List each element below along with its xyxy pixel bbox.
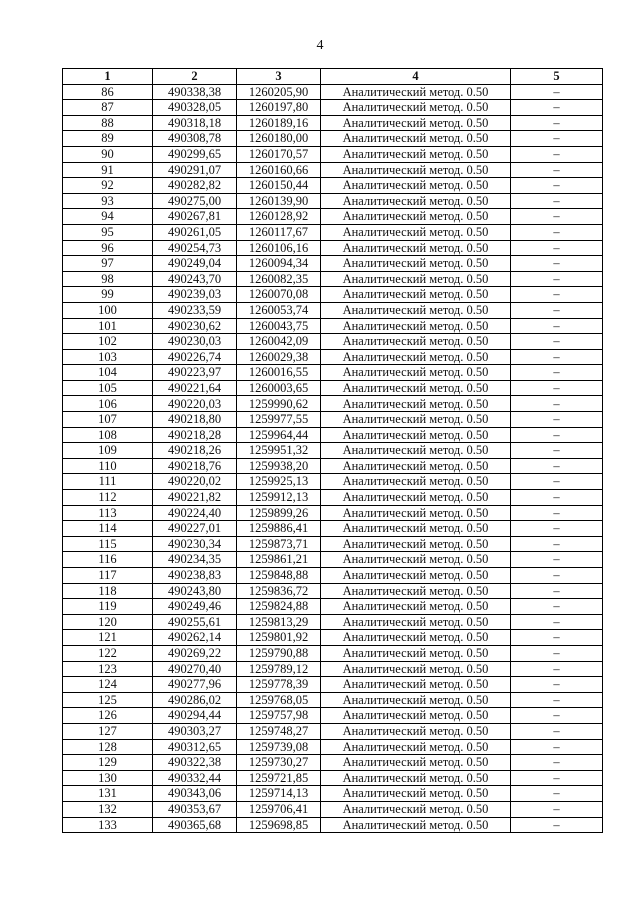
- method-cell: Аналитический метод. 0.50: [321, 739, 511, 755]
- point-number-cell: 126: [63, 708, 153, 724]
- description-cell: –: [511, 692, 603, 708]
- table-row: [63, 630, 603, 646]
- x-coordinate-cell: 490262,14: [153, 630, 237, 646]
- y-coordinate-cell: 1259861,21: [237, 552, 321, 568]
- y-coordinate-cell: 1260082,35: [237, 271, 321, 287]
- table-row: [63, 193, 603, 209]
- description-cell: –: [511, 505, 603, 521]
- table-row: [63, 677, 603, 693]
- description-cell: –: [511, 256, 603, 272]
- x-coordinate-cell: 490221,82: [153, 490, 237, 506]
- description-cell: –: [511, 474, 603, 490]
- point-number-cell: 109: [63, 443, 153, 459]
- y-coordinate-cell: 1260053,74: [237, 302, 321, 318]
- y-coordinate-cell: 1260094,34: [237, 256, 321, 272]
- method-cell: Аналитический метод. 0.50: [321, 614, 511, 630]
- description-cell: –: [511, 193, 603, 209]
- x-coordinate-cell: 490294,44: [153, 708, 237, 724]
- method-cell: Аналитический метод. 0.50: [321, 287, 511, 303]
- method-cell: Аналитический метод. 0.50: [321, 474, 511, 490]
- y-coordinate-cell: 1259886,41: [237, 521, 321, 537]
- y-coordinate-cell: 1260016,55: [237, 365, 321, 381]
- x-coordinate-cell: 490282,82: [153, 178, 237, 194]
- x-coordinate-cell: 490277,96: [153, 677, 237, 693]
- y-coordinate-cell: 1259801,92: [237, 630, 321, 646]
- x-coordinate-cell: 490218,26: [153, 443, 237, 459]
- y-coordinate-cell: 1260189,16: [237, 115, 321, 131]
- point-number-cell: 131: [63, 786, 153, 802]
- description-cell: –: [511, 380, 603, 396]
- x-coordinate-cell: 490233,59: [153, 302, 237, 318]
- method-cell: Аналитический метод. 0.50: [321, 84, 511, 100]
- method-cell: Аналитический метод. 0.50: [321, 692, 511, 708]
- point-number-cell: 118: [63, 583, 153, 599]
- x-coordinate-cell: 490299,65: [153, 146, 237, 162]
- description-cell: –: [511, 131, 603, 147]
- method-cell: Аналитический метод. 0.50: [321, 178, 511, 194]
- point-number-cell: 94: [63, 209, 153, 225]
- method-cell: Аналитический метод. 0.50: [321, 396, 511, 412]
- method-cell: Аналитический метод. 0.50: [321, 552, 511, 568]
- method-cell: Аналитический метод. 0.50: [321, 661, 511, 677]
- y-coordinate-cell: 1260106,16: [237, 240, 321, 256]
- table-row: [63, 162, 603, 178]
- point-number-cell: 104: [63, 365, 153, 381]
- table-row: [63, 396, 603, 412]
- table-row: [63, 474, 603, 490]
- description-cell: –: [511, 536, 603, 552]
- description-cell: –: [511, 708, 603, 724]
- description-cell: –: [511, 302, 603, 318]
- description-cell: –: [511, 412, 603, 428]
- y-coordinate-cell: 1260042,09: [237, 334, 321, 350]
- x-coordinate-cell: 490343,06: [153, 786, 237, 802]
- point-number-cell: 102: [63, 334, 153, 350]
- point-number-cell: 96: [63, 240, 153, 256]
- table-row: [63, 770, 603, 786]
- point-number-cell: 87: [63, 100, 153, 116]
- method-cell: Аналитический метод. 0.50: [321, 630, 511, 646]
- point-number-cell: 105: [63, 380, 153, 396]
- method-cell: Аналитический метод. 0.50: [321, 645, 511, 661]
- x-coordinate-cell: 490223,97: [153, 365, 237, 381]
- method-cell: Аналитический метод. 0.50: [321, 536, 511, 552]
- header-cell: 4: [321, 69, 511, 85]
- description-cell: –: [511, 240, 603, 256]
- table-row: [63, 256, 603, 272]
- point-number-cell: 99: [63, 287, 153, 303]
- method-cell: Аналитический метод. 0.50: [321, 755, 511, 771]
- table-row: [63, 427, 603, 443]
- x-coordinate-cell: 490261,05: [153, 224, 237, 240]
- y-coordinate-cell: 1260160,66: [237, 162, 321, 178]
- point-number-cell: 108: [63, 427, 153, 443]
- y-coordinate-cell: 1259730,27: [237, 755, 321, 771]
- method-cell: Аналитический метод. 0.50: [321, 801, 511, 817]
- method-cell: Аналитический метод. 0.50: [321, 677, 511, 693]
- y-coordinate-cell: 1259938,20: [237, 458, 321, 474]
- x-coordinate-cell: 490328,05: [153, 100, 237, 116]
- point-number-cell: 116: [63, 552, 153, 568]
- method-cell: Аналитический метод. 0.50: [321, 458, 511, 474]
- description-cell: –: [511, 334, 603, 350]
- point-number-cell: 125: [63, 692, 153, 708]
- method-cell: Аналитический метод. 0.50: [321, 817, 511, 833]
- header-cell: 2: [153, 69, 237, 85]
- description-cell: –: [511, 583, 603, 599]
- table-row: [63, 224, 603, 240]
- method-cell: Аналитический метод. 0.50: [321, 271, 511, 287]
- table-row: [63, 178, 603, 194]
- table-row: [63, 115, 603, 131]
- table-row: [63, 692, 603, 708]
- x-coordinate-cell: 490243,70: [153, 271, 237, 287]
- table-row: [63, 100, 603, 116]
- table-row: [63, 599, 603, 615]
- table-row: [63, 302, 603, 318]
- x-coordinate-cell: 490270,40: [153, 661, 237, 677]
- x-coordinate-cell: 490238,83: [153, 568, 237, 584]
- description-cell: –: [511, 568, 603, 584]
- method-cell: Аналитический метод. 0.50: [321, 770, 511, 786]
- table-row: [63, 458, 603, 474]
- point-number-cell: 106: [63, 396, 153, 412]
- method-cell: Аналитический метод. 0.50: [321, 412, 511, 428]
- y-coordinate-cell: 1259748,27: [237, 723, 321, 739]
- point-number-cell: 114: [63, 521, 153, 537]
- description-cell: –: [511, 755, 603, 771]
- y-coordinate-cell: 1259912,13: [237, 490, 321, 506]
- description-cell: –: [511, 770, 603, 786]
- x-coordinate-cell: 490322,38: [153, 755, 237, 771]
- point-number-cell: 127: [63, 723, 153, 739]
- x-coordinate-cell: 490226,74: [153, 349, 237, 365]
- header-cell: 5: [511, 69, 603, 85]
- method-cell: Аналитический метод. 0.50: [321, 599, 511, 615]
- point-number-cell: 133: [63, 817, 153, 833]
- description-cell: –: [511, 146, 603, 162]
- table-row: [63, 801, 603, 817]
- table-row: [63, 583, 603, 599]
- y-coordinate-cell: 1260128,92: [237, 209, 321, 225]
- y-coordinate-cell: 1260003,65: [237, 380, 321, 396]
- point-number-cell: 97: [63, 256, 153, 272]
- point-number-cell: 93: [63, 193, 153, 209]
- point-number-cell: 90: [63, 146, 153, 162]
- point-number-cell: 98: [63, 271, 153, 287]
- method-cell: Аналитический метод. 0.50: [321, 100, 511, 116]
- method-cell: Аналитический метод. 0.50: [321, 318, 511, 334]
- point-number-cell: 89: [63, 131, 153, 147]
- description-cell: –: [511, 396, 603, 412]
- y-coordinate-cell: 1259824,88: [237, 599, 321, 615]
- description-cell: –: [511, 521, 603, 537]
- description-cell: –: [511, 427, 603, 443]
- method-cell: Аналитический метод. 0.50: [321, 302, 511, 318]
- header-cell: 1: [63, 69, 153, 85]
- description-cell: –: [511, 84, 603, 100]
- description-cell: –: [511, 630, 603, 646]
- point-number-cell: 110: [63, 458, 153, 474]
- table-row: [63, 84, 603, 100]
- y-coordinate-cell: 1260150,44: [237, 178, 321, 194]
- description-cell: –: [511, 349, 603, 365]
- description-cell: –: [511, 100, 603, 116]
- x-coordinate-cell: 490224,40: [153, 505, 237, 521]
- point-number-cell: 129: [63, 755, 153, 771]
- description-cell: –: [511, 723, 603, 739]
- x-coordinate-cell: 490218,76: [153, 458, 237, 474]
- point-number-cell: 86: [63, 84, 153, 100]
- table-row: [63, 505, 603, 521]
- x-coordinate-cell: 490239,03: [153, 287, 237, 303]
- table-row: [63, 614, 603, 630]
- table-row: [63, 521, 603, 537]
- x-coordinate-cell: 490230,03: [153, 334, 237, 350]
- y-coordinate-cell: 1259977,55: [237, 412, 321, 428]
- description-cell: –: [511, 599, 603, 615]
- point-number-cell: 95: [63, 224, 153, 240]
- point-number-cell: 115: [63, 536, 153, 552]
- y-coordinate-cell: 1259739,08: [237, 739, 321, 755]
- description-cell: –: [511, 162, 603, 178]
- x-coordinate-cell: 490227,01: [153, 521, 237, 537]
- description-cell: –: [511, 115, 603, 131]
- x-coordinate-cell: 490221,64: [153, 380, 237, 396]
- x-coordinate-cell: 490249,46: [153, 599, 237, 615]
- x-coordinate-cell: 490249,04: [153, 256, 237, 272]
- point-number-cell: 128: [63, 739, 153, 755]
- method-cell: Аналитический метод. 0.50: [321, 334, 511, 350]
- method-cell: Аналитический метод. 0.50: [321, 209, 511, 225]
- description-cell: –: [511, 178, 603, 194]
- description-cell: –: [511, 271, 603, 287]
- x-coordinate-cell: 490220,03: [153, 396, 237, 412]
- header-row: [63, 69, 603, 85]
- y-coordinate-cell: 1259768,05: [237, 692, 321, 708]
- method-cell: Аналитический метод. 0.50: [321, 146, 511, 162]
- description-cell: –: [511, 677, 603, 693]
- y-coordinate-cell: 1259721,85: [237, 770, 321, 786]
- x-coordinate-cell: 490234,35: [153, 552, 237, 568]
- x-coordinate-cell: 490353,67: [153, 801, 237, 817]
- y-coordinate-cell: 1260180,00: [237, 131, 321, 147]
- point-number-cell: 103: [63, 349, 153, 365]
- header-cell: 3: [237, 69, 321, 85]
- description-cell: –: [511, 209, 603, 225]
- table-row: [63, 817, 603, 833]
- table-row: [63, 240, 603, 256]
- table-row: [63, 645, 603, 661]
- y-coordinate-cell: 1259698,85: [237, 817, 321, 833]
- x-coordinate-cell: 490312,65: [153, 739, 237, 755]
- y-coordinate-cell: 1260197,80: [237, 100, 321, 116]
- table-body: [63, 84, 603, 833]
- method-cell: Аналитический метод. 0.50: [321, 162, 511, 178]
- description-cell: –: [511, 614, 603, 630]
- table-row: [63, 490, 603, 506]
- page-number: 4: [316, 38, 324, 53]
- point-number-cell: 117: [63, 568, 153, 584]
- description-cell: –: [511, 645, 603, 661]
- y-coordinate-cell: 1260205,90: [237, 84, 321, 100]
- point-number-cell: 92: [63, 178, 153, 194]
- point-number-cell: 120: [63, 614, 153, 630]
- method-cell: Аналитический метод. 0.50: [321, 521, 511, 537]
- x-coordinate-cell: 490318,18: [153, 115, 237, 131]
- x-coordinate-cell: 490338,38: [153, 84, 237, 100]
- point-number-cell: 130: [63, 770, 153, 786]
- description-cell: –: [511, 287, 603, 303]
- x-coordinate-cell: 490218,28: [153, 427, 237, 443]
- description-cell: –: [511, 490, 603, 506]
- y-coordinate-cell: 1259706,41: [237, 801, 321, 817]
- point-number-cell: 107: [63, 412, 153, 428]
- x-coordinate-cell: 490269,22: [153, 645, 237, 661]
- point-number-cell: 100: [63, 302, 153, 318]
- point-number-cell: 124: [63, 677, 153, 693]
- y-coordinate-cell: 1259925,13: [237, 474, 321, 490]
- method-cell: Аналитический метод. 0.50: [321, 365, 511, 381]
- description-cell: –: [511, 318, 603, 334]
- table-row: [63, 552, 603, 568]
- x-coordinate-cell: 490286,02: [153, 692, 237, 708]
- y-coordinate-cell: 1259848,88: [237, 568, 321, 584]
- table-row: [63, 271, 603, 287]
- table-row: [63, 209, 603, 225]
- method-cell: Аналитический метод. 0.50: [321, 349, 511, 365]
- x-coordinate-cell: 490243,80: [153, 583, 237, 599]
- point-number-cell: 121: [63, 630, 153, 646]
- method-cell: Аналитический метод. 0.50: [321, 490, 511, 506]
- x-coordinate-cell: 490365,68: [153, 817, 237, 833]
- method-cell: Аналитический метод. 0.50: [321, 131, 511, 147]
- y-coordinate-cell: 1259951,32: [237, 443, 321, 459]
- y-coordinate-cell: 1259813,29: [237, 614, 321, 630]
- x-coordinate-cell: 490332,44: [153, 770, 237, 786]
- description-cell: –: [511, 365, 603, 381]
- point-number-cell: 111: [63, 474, 153, 490]
- y-coordinate-cell: 1260070,08: [237, 287, 321, 303]
- method-cell: Аналитический метод. 0.50: [321, 193, 511, 209]
- x-coordinate-cell: 490230,62: [153, 318, 237, 334]
- y-coordinate-cell: 1259964,44: [237, 427, 321, 443]
- method-cell: Аналитический метод. 0.50: [321, 240, 511, 256]
- point-number-cell: 123: [63, 661, 153, 677]
- x-coordinate-cell: 490308,78: [153, 131, 237, 147]
- table-row: [63, 287, 603, 303]
- coordinates-table: [62, 68, 603, 833]
- y-coordinate-cell: 1260043,75: [237, 318, 321, 334]
- x-coordinate-cell: 490255,61: [153, 614, 237, 630]
- method-cell: Аналитический метод. 0.50: [321, 583, 511, 599]
- table-row: [63, 739, 603, 755]
- table-row: [63, 365, 603, 381]
- table-row: [63, 412, 603, 428]
- x-coordinate-cell: 490291,07: [153, 162, 237, 178]
- y-coordinate-cell: 1259778,39: [237, 677, 321, 693]
- method-cell: Аналитический метод. 0.50: [321, 708, 511, 724]
- description-cell: –: [511, 801, 603, 817]
- table-row: [63, 349, 603, 365]
- method-cell: Аналитический метод. 0.50: [321, 427, 511, 443]
- table-row: [63, 146, 603, 162]
- table-row: [63, 334, 603, 350]
- y-coordinate-cell: 1260139,90: [237, 193, 321, 209]
- method-cell: Аналитический метод. 0.50: [321, 115, 511, 131]
- table-row: [63, 318, 603, 334]
- method-cell: Аналитический метод. 0.50: [321, 786, 511, 802]
- description-cell: –: [511, 552, 603, 568]
- y-coordinate-cell: 1259757,98: [237, 708, 321, 724]
- description-cell: –: [511, 786, 603, 802]
- point-number-cell: 132: [63, 801, 153, 817]
- table-row: [63, 568, 603, 584]
- table-row: [63, 380, 603, 396]
- y-coordinate-cell: 1259789,12: [237, 661, 321, 677]
- y-coordinate-cell: 1259990,62: [237, 396, 321, 412]
- table-row: [63, 131, 603, 147]
- x-coordinate-cell: 490267,81: [153, 209, 237, 225]
- point-number-cell: 112: [63, 490, 153, 506]
- method-cell: Аналитический метод. 0.50: [321, 505, 511, 521]
- x-coordinate-cell: 490230,34: [153, 536, 237, 552]
- y-coordinate-cell: 1259714,13: [237, 786, 321, 802]
- method-cell: Аналитический метод. 0.50: [321, 380, 511, 396]
- point-number-cell: 91: [63, 162, 153, 178]
- description-cell: –: [511, 224, 603, 240]
- y-coordinate-cell: 1259873,71: [237, 536, 321, 552]
- x-coordinate-cell: 490218,80: [153, 412, 237, 428]
- table-row: [63, 755, 603, 771]
- x-coordinate-cell: 490275,00: [153, 193, 237, 209]
- table-row: [63, 536, 603, 552]
- y-coordinate-cell: 1259899,26: [237, 505, 321, 521]
- method-cell: Аналитический метод. 0.50: [321, 723, 511, 739]
- point-number-cell: 101: [63, 318, 153, 334]
- y-coordinate-cell: 1259790,88: [237, 645, 321, 661]
- point-number-cell: 88: [63, 115, 153, 131]
- description-cell: –: [511, 443, 603, 459]
- table-row: [63, 723, 603, 739]
- table-row: [63, 786, 603, 802]
- method-cell: Аналитический метод. 0.50: [321, 224, 511, 240]
- table-row: [63, 661, 603, 677]
- method-cell: Аналитический метод. 0.50: [321, 256, 511, 272]
- description-cell: –: [511, 817, 603, 833]
- x-coordinate-cell: 490220,02: [153, 474, 237, 490]
- y-coordinate-cell: 1260029,38: [237, 349, 321, 365]
- method-cell: Аналитический метод. 0.50: [321, 443, 511, 459]
- description-cell: –: [511, 661, 603, 677]
- point-number-cell: 113: [63, 505, 153, 521]
- point-number-cell: 119: [63, 599, 153, 615]
- y-coordinate-cell: 1260117,67: [237, 224, 321, 240]
- description-cell: –: [511, 458, 603, 474]
- table-row: [63, 708, 603, 724]
- x-coordinate-cell: 490254,73: [153, 240, 237, 256]
- y-coordinate-cell: 1260170,57: [237, 146, 321, 162]
- point-number-cell: 122: [63, 645, 153, 661]
- y-coordinate-cell: 1259836,72: [237, 583, 321, 599]
- x-coordinate-cell: 490303,27: [153, 723, 237, 739]
- table-row: [63, 443, 603, 459]
- method-cell: Аналитический метод. 0.50: [321, 568, 511, 584]
- description-cell: –: [511, 739, 603, 755]
